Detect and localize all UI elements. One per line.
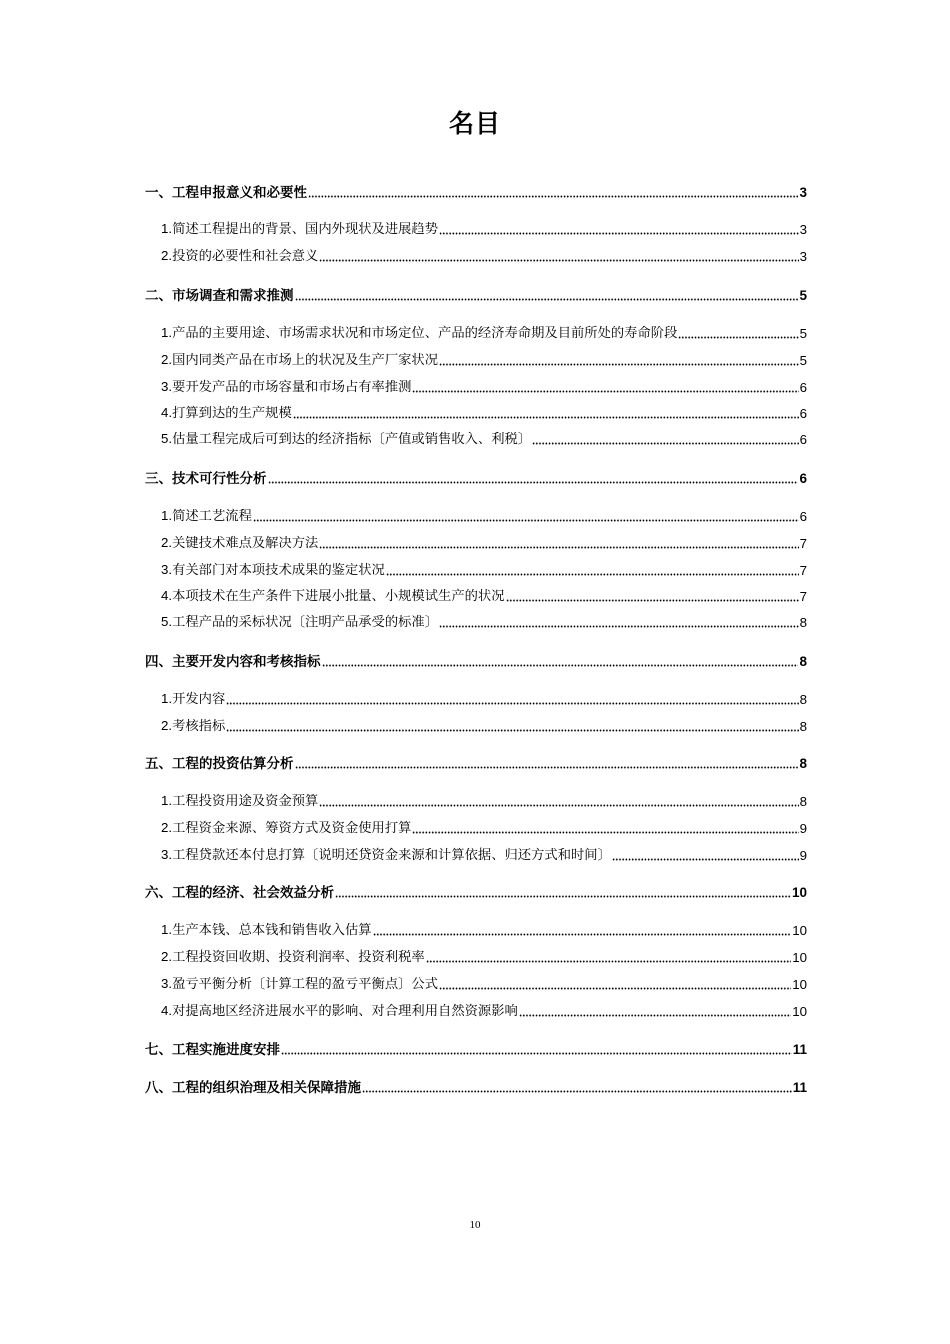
toc-entry-label: 工程资金来源、筹资方式及资金使用打算 bbox=[172, 821, 412, 836]
toc-entry-page: 6 bbox=[799, 432, 807, 447]
toc-entry-label: 有关部门对本项技术成果的鉴定状况 bbox=[172, 563, 385, 578]
toc-entry-label: 生产本钱、总本钱和销售收入估算 bbox=[172, 923, 372, 938]
toc-dot-leader bbox=[506, 599, 799, 602]
toc-entry-title bbox=[161, 690, 225, 709]
toc-entry-label: 打算到达的生产规模 bbox=[172, 406, 292, 421]
toc-subsection-entry[interactable] bbox=[161, 793, 807, 811]
toc-entry-label: 工程投资回收期、投资利润率、投资利税率 bbox=[172, 950, 425, 965]
toc-subsection-entry[interactable] bbox=[161, 820, 807, 838]
toc-subsection-entry[interactable] bbox=[161, 588, 807, 606]
toc-entry-title bbox=[145, 884, 334, 902]
toc-entry-number: 1. bbox=[161, 691, 173, 706]
toc-entry-title bbox=[145, 755, 294, 773]
toc-entry-page: 10 bbox=[791, 885, 807, 900]
toc-subsection-entry[interactable] bbox=[161, 847, 807, 865]
toc-entry-label: 估量工程完成后可到达的经济指标〔产值或销售收入、利税〕 bbox=[172, 432, 532, 447]
toc-entry-label: 要开发产品的市场容量和市场占有率推测 bbox=[172, 380, 412, 395]
toc-entry-number: 1. bbox=[161, 221, 173, 236]
toc-entry-title bbox=[161, 819, 411, 838]
toc-entry-title bbox=[161, 534, 318, 553]
toc-subsection-entry[interactable] bbox=[161, 352, 807, 370]
toc-section-entry[interactable] bbox=[145, 1079, 807, 1097]
toc-subsection-entry[interactable] bbox=[161, 562, 807, 580]
toc-entry-page: 8 bbox=[799, 719, 807, 734]
toc-section-entry[interactable] bbox=[145, 287, 807, 305]
toc-entry-number: 4. bbox=[161, 588, 173, 603]
toc-entry-label: 七、工程实施进度安排 bbox=[145, 1042, 280, 1058]
toc-dot-leader bbox=[319, 804, 798, 807]
toc-dot-leader bbox=[362, 1090, 792, 1093]
toc-entry-label: 简述工程提出的背景、国内外现状及进展趋势 bbox=[172, 222, 439, 237]
toc-entry-number: 2. bbox=[161, 949, 173, 964]
toc-section-entry[interactable] bbox=[145, 755, 807, 773]
toc-subsection-entry[interactable] bbox=[161, 1003, 807, 1021]
toc-entry-title bbox=[161, 587, 505, 606]
toc-entry-title bbox=[161, 351, 438, 370]
toc-entry-number: 4. bbox=[161, 405, 173, 420]
toc-dot-leader bbox=[268, 481, 799, 484]
toc-entry-label: 二、市场调查和需求推测 bbox=[145, 288, 294, 304]
toc-dot-leader bbox=[426, 960, 791, 963]
toc-entry-title bbox=[161, 792, 318, 811]
toc-entry-title bbox=[161, 948, 425, 967]
toc-entry-page: 8 bbox=[799, 794, 807, 809]
toc-dot-leader bbox=[226, 729, 798, 732]
toc-entry-label: 考核指标 bbox=[172, 719, 226, 734]
toc-entry-label: 工程产品的采标状况〔注明产品承受的标准〕 bbox=[172, 615, 439, 630]
toc-entry-label: 投资的必要性和社会意义 bbox=[172, 249, 319, 264]
toc-subsection-entry[interactable] bbox=[161, 508, 807, 526]
toc-entry-page: 10 bbox=[792, 950, 807, 965]
toc-entry-number: 3. bbox=[161, 562, 173, 577]
toc-entry-title bbox=[145, 653, 321, 671]
toc-entry-page: 9 bbox=[799, 848, 807, 863]
toc-entry-number: 1. bbox=[161, 508, 173, 523]
toc-entry-title bbox=[145, 470, 267, 488]
toc-entry-number: 2. bbox=[161, 248, 173, 263]
toc-entry-number: 2. bbox=[161, 352, 173, 367]
toc-entry-label: 本项技术在生产条件下进展小批量、小规模试生产的状况 bbox=[172, 589, 505, 604]
toc-entry-title bbox=[161, 1002, 518, 1021]
toc-section-entry[interactable] bbox=[145, 1041, 807, 1059]
toc-entry-number: 3. bbox=[161, 976, 173, 991]
toc-entry-label: 关键技术难点及解决方法 bbox=[172, 536, 319, 551]
toc-subsection-entry[interactable] bbox=[161, 248, 807, 266]
toc-entry-title bbox=[161, 324, 677, 343]
toc-dot-leader bbox=[319, 546, 798, 549]
toc-entry-label: 盈亏平衡分析〔计算工程的盈亏平衡点〕公式 bbox=[172, 977, 439, 992]
toc-dot-leader bbox=[226, 702, 798, 705]
toc-entry-title bbox=[145, 287, 294, 305]
toc-entry-title bbox=[145, 184, 307, 202]
toc-entry-page: 8 bbox=[799, 654, 807, 669]
toc-subsection-entry[interactable] bbox=[161, 379, 807, 397]
toc-dot-leader bbox=[308, 195, 798, 198]
toc-entry-page: 8 bbox=[799, 692, 807, 707]
toc-entry-label: 国内同类产品在市场上的状况及生产厂家状况 bbox=[172, 353, 439, 368]
toc-entry-label: 八、工程的组织治理及相关保障措施 bbox=[145, 1080, 361, 1096]
toc-entry-label: 五、工程的投资估算分析 bbox=[145, 756, 294, 772]
toc-dot-leader bbox=[322, 664, 799, 667]
toc-entry-page: 10 bbox=[792, 1004, 807, 1019]
toc-entry-label: 四、主要开发内容和考核指标 bbox=[145, 654, 321, 670]
toc-dot-leader bbox=[295, 298, 799, 301]
toc-subsection-entry[interactable] bbox=[161, 614, 807, 632]
toc-dot-leader bbox=[612, 858, 799, 861]
toc-entry-number: 5. bbox=[161, 614, 173, 629]
toc-subsection-entry[interactable] bbox=[161, 691, 807, 709]
toc-entry-page: 6 bbox=[799, 406, 807, 421]
toc-entry-label: 三、技术可行性分析 bbox=[145, 471, 267, 487]
toc-entry-label: 产品的主要用途、市场需求状况和市场定位、产品的经济寿命期及目前所处的寿命阶段 bbox=[172, 326, 678, 341]
toc-entry-number: 2. bbox=[161, 820, 173, 835]
toc-entry-page: 6 bbox=[799, 471, 807, 486]
toc-dot-leader bbox=[439, 625, 799, 628]
toc-entry-page: 8 bbox=[799, 756, 807, 771]
toc-entry-label: 六、工程的经济、社会效益分析 bbox=[145, 885, 334, 901]
toc-entry-number: 2. bbox=[161, 535, 173, 550]
toc-dot-leader bbox=[412, 831, 798, 834]
toc-entry-title bbox=[161, 561, 385, 580]
toc-dot-leader bbox=[678, 336, 798, 339]
toc-section-entry[interactable] bbox=[145, 184, 807, 202]
toc-section-entry[interactable] bbox=[145, 470, 807, 488]
toc-dot-leader bbox=[295, 766, 799, 769]
toc-entry-number: 3. bbox=[161, 847, 173, 862]
toc-entry-title bbox=[145, 1041, 280, 1059]
toc-dot-leader bbox=[319, 259, 798, 262]
toc-entry-page: 7 bbox=[799, 536, 807, 551]
toc-entry-label: 对提高地区经济进展水平的影响、对合理利用自然资源影响 bbox=[172, 1004, 518, 1019]
toc-subsection-entry[interactable] bbox=[161, 431, 807, 449]
toc-entry-page: 6 bbox=[799, 380, 807, 395]
toc-entry-label: 工程贷款还本付息打算〔说明还贷资金来源和计算依据、归还方式和时间〕 bbox=[172, 848, 611, 863]
toc-entry-label: 一、工程申报意义和必要性 bbox=[145, 185, 307, 201]
toc-subsection-entry[interactable] bbox=[161, 221, 807, 239]
toc-entry-number: 4. bbox=[161, 1003, 173, 1018]
toc-entry-title bbox=[161, 378, 411, 397]
toc-entry-page: 3 bbox=[799, 249, 807, 264]
toc-entry-page: 8 bbox=[799, 615, 807, 630]
toc-subsection-entry[interactable] bbox=[161, 535, 807, 553]
toc-section-entry[interactable] bbox=[145, 884, 807, 902]
toc-entry-page: 9 bbox=[799, 821, 807, 836]
toc-entry-page: 7 bbox=[799, 563, 807, 578]
toc-section-entry[interactable] bbox=[145, 653, 807, 671]
toc-entry-label: 工程投资用途及资金预算 bbox=[172, 794, 319, 809]
page-title: 名目 bbox=[448, 109, 501, 138]
toc-entry-page: 11 bbox=[792, 1042, 807, 1057]
toc-dot-leader bbox=[386, 573, 799, 576]
toc-subsection-entry[interactable] bbox=[161, 949, 807, 967]
toc-entry-title bbox=[161, 975, 438, 994]
toc-entry-page: 11 bbox=[792, 1080, 807, 1095]
toc-entry-title bbox=[145, 1079, 361, 1097]
toc-dot-leader bbox=[281, 1052, 792, 1055]
toc-entry-page: 10 bbox=[792, 977, 807, 992]
toc-entry-number: 1. bbox=[161, 922, 173, 937]
toc-entry-page: 3 bbox=[799, 222, 807, 237]
toc-entry-title bbox=[161, 846, 611, 865]
toc-dot-leader bbox=[532, 442, 798, 445]
toc-entry-title bbox=[161, 613, 438, 632]
toc-dot-leader bbox=[373, 933, 792, 936]
toc-entry-number: 5. bbox=[161, 431, 173, 446]
toc-entry-number: 1. bbox=[161, 793, 173, 808]
toc-entry-page: 10 bbox=[792, 923, 807, 938]
toc-subsection-entry[interactable] bbox=[161, 976, 807, 994]
toc-entry-title bbox=[161, 921, 372, 940]
toc-entry-label: 开发内容 bbox=[172, 692, 226, 707]
toc-entry-title bbox=[161, 220, 438, 239]
toc-subsection-entry[interactable] bbox=[161, 922, 807, 940]
toc-dot-leader bbox=[293, 416, 799, 419]
toc-dot-leader bbox=[335, 895, 791, 898]
toc-entry-page: 3 bbox=[799, 185, 807, 200]
toc-entry-page: 5 bbox=[799, 326, 807, 341]
toc-entry-label: 简述工艺流程 bbox=[172, 509, 252, 524]
toc-dot-leader bbox=[519, 1014, 791, 1017]
page-number: 10 bbox=[469, 1219, 481, 1231]
toc-entry-number: 1. bbox=[161, 325, 173, 340]
toc-dot-leader bbox=[439, 987, 791, 990]
toc-dot-leader bbox=[412, 390, 798, 393]
toc-dot-leader bbox=[439, 232, 799, 235]
toc-entry-title bbox=[161, 404, 292, 423]
toc-entry-page: 6 bbox=[799, 509, 807, 524]
toc-entry-page: 5 bbox=[799, 288, 807, 303]
toc-dot-leader bbox=[439, 363, 799, 366]
toc-entry-page: 5 bbox=[799, 353, 807, 368]
toc-entry-number: 2. bbox=[161, 718, 173, 733]
toc-entry-page: 7 bbox=[799, 589, 807, 604]
toc-entry-title bbox=[161, 247, 318, 266]
toc-subsection-entry[interactable] bbox=[161, 325, 807, 343]
toc-entry-title bbox=[161, 507, 252, 526]
toc-dot-leader bbox=[253, 519, 799, 522]
toc-entry-title bbox=[161, 717, 225, 736]
toc-subsection-entry[interactable] bbox=[161, 405, 807, 423]
toc-entry-title bbox=[161, 430, 531, 449]
toc-entry-number: 3. bbox=[161, 379, 173, 394]
toc-subsection-entry[interactable] bbox=[161, 718, 807, 736]
